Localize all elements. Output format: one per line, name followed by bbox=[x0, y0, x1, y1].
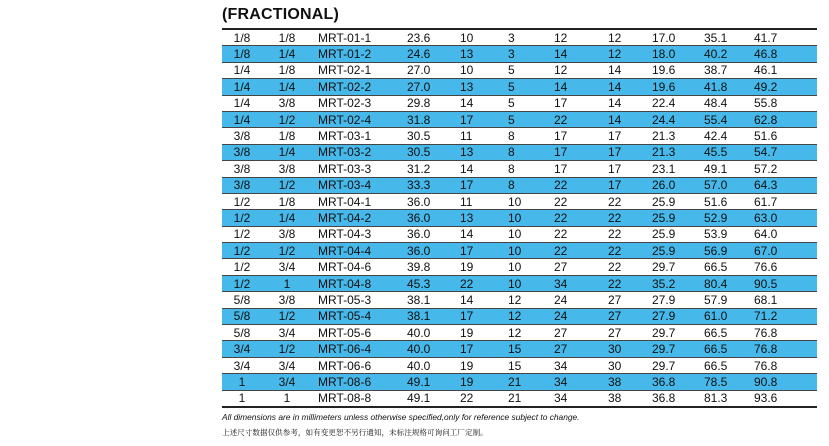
table-cell: 61.0 bbox=[704, 308, 754, 324]
table-cell: 8 bbox=[508, 144, 554, 160]
table-cell: 24.6 bbox=[407, 46, 460, 62]
table-cell: 68.1 bbox=[754, 292, 817, 308]
table-cell: 31.8 bbox=[407, 111, 460, 127]
table-cell: 3 bbox=[508, 46, 554, 62]
table-cell: 66.5 bbox=[704, 325, 754, 341]
table-cell: 29.7 bbox=[652, 341, 704, 357]
table-cell: 19 bbox=[460, 357, 508, 373]
table-cell: 21.3 bbox=[652, 144, 704, 160]
table-cell: 71.2 bbox=[754, 308, 817, 324]
table-cell: 38.7 bbox=[704, 62, 754, 78]
table-cell: 49.1 bbox=[407, 390, 460, 407]
table-cell: MRT-03-3 bbox=[312, 161, 407, 177]
table-row bbox=[222, 341, 817, 357]
table-cell: 14 bbox=[608, 79, 652, 95]
table-cell: 55.4 bbox=[704, 111, 754, 127]
table-cell: 17 bbox=[608, 177, 652, 193]
table-cell: 17.0 bbox=[652, 29, 704, 46]
table-row bbox=[222, 111, 817, 127]
table-row bbox=[222, 292, 817, 308]
table-cell: 38.1 bbox=[407, 308, 460, 324]
table-cell: 36.0 bbox=[407, 243, 460, 259]
table-cell: 25.9 bbox=[652, 210, 704, 226]
table-cell: 1/2 bbox=[222, 259, 262, 275]
table-cell: 17 bbox=[554, 95, 608, 111]
table-cell: 5/8 bbox=[222, 325, 262, 341]
table-row bbox=[222, 95, 817, 111]
table-cell: 22 bbox=[608, 226, 652, 242]
table-cell: 90.8 bbox=[754, 374, 817, 390]
table-row bbox=[222, 29, 817, 46]
table-cell: 36.8 bbox=[652, 390, 704, 407]
table-row bbox=[222, 128, 817, 144]
table-cell: 17 bbox=[608, 161, 652, 177]
table-cell: 11 bbox=[460, 193, 508, 209]
table-row bbox=[222, 374, 817, 390]
table-cell: 15 bbox=[508, 357, 554, 373]
table-cell: 3/8 bbox=[262, 161, 312, 177]
table-cell: 13 bbox=[460, 79, 508, 95]
table-cell: 17 bbox=[554, 161, 608, 177]
table-cell: 48.4 bbox=[704, 95, 754, 111]
table-cell: 8 bbox=[508, 177, 554, 193]
table-cell: 30 bbox=[608, 357, 652, 373]
table-cell: 14 bbox=[608, 111, 652, 127]
table-cell: 12 bbox=[508, 308, 554, 324]
table-row bbox=[222, 193, 817, 209]
table-cell: 22 bbox=[554, 243, 608, 259]
table-cell: 30 bbox=[608, 341, 652, 357]
table-cell: 1/2 bbox=[222, 193, 262, 209]
table-cell: 5/8 bbox=[222, 308, 262, 324]
table-cell: 12 bbox=[554, 62, 608, 78]
table-cell: 10 bbox=[460, 29, 508, 46]
table-cell: 10 bbox=[508, 275, 554, 291]
table-cell: 34 bbox=[554, 275, 608, 291]
table-cell: MRT-03-1 bbox=[312, 128, 407, 144]
table-cell: 23.1 bbox=[652, 161, 704, 177]
table-cell: 22 bbox=[460, 390, 508, 407]
table-cell: 35.2 bbox=[652, 275, 704, 291]
table-cell: 27 bbox=[554, 341, 608, 357]
table-cell: 25.9 bbox=[652, 193, 704, 209]
table-cell: 49.1 bbox=[704, 161, 754, 177]
table-cell: 24 bbox=[554, 308, 608, 324]
table-cell: 1/4 bbox=[262, 79, 312, 95]
table-cell: MRT-05-4 bbox=[312, 308, 407, 324]
table-cell: 19 bbox=[460, 374, 508, 390]
table-cell: 5 bbox=[508, 111, 554, 127]
table-cell: 10 bbox=[508, 210, 554, 226]
table-cell: 22.4 bbox=[652, 95, 704, 111]
table-cell: 10 bbox=[508, 193, 554, 209]
table-cell: 15 bbox=[508, 341, 554, 357]
table-cell: 3/8 bbox=[222, 161, 262, 177]
table-cell: 42.4 bbox=[704, 128, 754, 144]
table-cell: 46.1 bbox=[754, 62, 817, 78]
table-cell: 54.7 bbox=[754, 144, 817, 160]
table-cell: 1/2 bbox=[222, 275, 262, 291]
table-cell: 1/4 bbox=[262, 210, 312, 226]
table-cell: 22 bbox=[608, 275, 652, 291]
table-row bbox=[222, 259, 817, 275]
table-cell: 31.2 bbox=[407, 161, 460, 177]
table-cell: 3 bbox=[508, 29, 554, 46]
table-cell: MRT-08-6 bbox=[312, 374, 407, 390]
table-cell: 30.5 bbox=[407, 128, 460, 144]
table-cell: 76.8 bbox=[754, 341, 817, 357]
table-cell: 45.5 bbox=[704, 144, 754, 160]
table-cell: 1/4 bbox=[222, 95, 262, 111]
footnote-chinese: 上述尺寸数据仅供参考，如有变更恕不另行通知，未标注规格可询问工厂定制。 bbox=[222, 427, 488, 437]
table-cell: 22 bbox=[554, 226, 608, 242]
table-cell: MRT-03-4 bbox=[312, 177, 407, 193]
table-cell: 40.0 bbox=[407, 357, 460, 373]
table-cell: 17 bbox=[554, 128, 608, 144]
table-cell: 27.0 bbox=[407, 79, 460, 95]
table-cell: 1 bbox=[222, 374, 262, 390]
table-row bbox=[222, 325, 817, 341]
table-cell: 35.1 bbox=[704, 29, 754, 46]
table-cell: 8 bbox=[508, 128, 554, 144]
table-cell: 51.6 bbox=[754, 128, 817, 144]
table-cell: 51.6 bbox=[704, 193, 754, 209]
table-cell: 66.5 bbox=[704, 341, 754, 357]
table-cell: 66.5 bbox=[704, 259, 754, 275]
table-row bbox=[222, 308, 817, 324]
table-cell: 1/2 bbox=[262, 341, 312, 357]
table-cell: 27 bbox=[608, 292, 652, 308]
table-cell: 3/8 bbox=[222, 128, 262, 144]
table-cell: 3/8 bbox=[222, 144, 262, 160]
table-cell: 24.4 bbox=[652, 111, 704, 127]
footnote-english: All dimensions are in millimeters unless otherwise specified,only for reference subject to change. bbox=[222, 411, 580, 422]
table-cell: 10 bbox=[508, 259, 554, 275]
table-cell: 34 bbox=[554, 374, 608, 390]
table-title: (FRACTIONAL) bbox=[222, 6, 340, 23]
table-cell: 38.1 bbox=[407, 292, 460, 308]
table-cell: 3/4 bbox=[222, 341, 262, 357]
table-cell: 17 bbox=[460, 341, 508, 357]
table-cell: 27 bbox=[554, 325, 608, 341]
table-row bbox=[222, 144, 817, 160]
table-cell: 64.0 bbox=[754, 226, 817, 242]
table-row bbox=[222, 226, 817, 242]
table-cell: 12 bbox=[608, 46, 652, 62]
table-cell: 36.8 bbox=[652, 374, 704, 390]
table-cell: 27 bbox=[608, 308, 652, 324]
table-cell: 1/4 bbox=[262, 46, 312, 62]
table-cell: 1/2 bbox=[222, 243, 262, 259]
table-cell: 3/8 bbox=[262, 95, 312, 111]
table-row bbox=[222, 390, 817, 407]
table-row bbox=[222, 62, 817, 78]
table-cell: 5 bbox=[508, 62, 554, 78]
table-cell: 14 bbox=[460, 226, 508, 242]
table-cell: 1/8 bbox=[262, 29, 312, 46]
table-cell: 14 bbox=[460, 95, 508, 111]
table-cell: 25.9 bbox=[652, 243, 704, 259]
table-cell: 57.0 bbox=[704, 177, 754, 193]
table-row bbox=[222, 210, 817, 226]
table-cell: 1/2 bbox=[262, 308, 312, 324]
table-cell: 17 bbox=[460, 243, 508, 259]
table-cell: 12 bbox=[554, 29, 608, 46]
table-cell: 1/8 bbox=[222, 29, 262, 46]
table-cell: MRT-02-1 bbox=[312, 62, 407, 78]
table-cell: MRT-04-8 bbox=[312, 275, 407, 291]
table-cell: 13 bbox=[460, 210, 508, 226]
table-cell: 1/2 bbox=[262, 243, 312, 259]
table-cell: 1 bbox=[262, 390, 312, 407]
table-cell: 81.3 bbox=[704, 390, 754, 407]
table-cell: 29.7 bbox=[652, 325, 704, 341]
table-cell: 5 bbox=[508, 79, 554, 95]
table-row bbox=[222, 46, 817, 62]
table-cell: 27.0 bbox=[407, 62, 460, 78]
table-cell: 14 bbox=[608, 62, 652, 78]
table-cell: 14 bbox=[608, 95, 652, 111]
table-cell: 40.2 bbox=[704, 46, 754, 62]
table-cell: 38 bbox=[608, 390, 652, 407]
table-cell: 52.9 bbox=[704, 210, 754, 226]
table-cell: 64.3 bbox=[754, 177, 817, 193]
table-cell: 23.6 bbox=[407, 29, 460, 46]
table-cell: 22 bbox=[608, 193, 652, 209]
table-cell: 22 bbox=[554, 111, 608, 127]
table-cell: 29.7 bbox=[652, 259, 704, 275]
table-cell: 24 bbox=[554, 292, 608, 308]
table-cell: 56.9 bbox=[704, 243, 754, 259]
table-cell: 12 bbox=[508, 325, 554, 341]
table-cell: 13 bbox=[460, 144, 508, 160]
table-cell: 57.2 bbox=[754, 161, 817, 177]
table-cell: 76.8 bbox=[754, 325, 817, 341]
table-cell: 22 bbox=[554, 177, 608, 193]
table-cell: 1/2 bbox=[222, 226, 262, 242]
table-cell: 17 bbox=[460, 111, 508, 127]
table-cell: 45.3 bbox=[407, 275, 460, 291]
table-cell: 80.4 bbox=[704, 275, 754, 291]
table-cell: 22 bbox=[554, 193, 608, 209]
table-cell: 1/4 bbox=[222, 62, 262, 78]
table-cell: 3/8 bbox=[222, 177, 262, 193]
table-cell: 14 bbox=[460, 292, 508, 308]
table-cell: MRT-06-6 bbox=[312, 357, 407, 373]
spec-sheet bbox=[222, 0, 817, 438]
table-row bbox=[222, 177, 817, 193]
table-cell: MRT-01-2 bbox=[312, 46, 407, 62]
table-cell: 17 bbox=[554, 144, 608, 160]
table-cell: 36.0 bbox=[407, 193, 460, 209]
table-cell: 3/8 bbox=[262, 226, 312, 242]
table-cell: 41.8 bbox=[704, 79, 754, 95]
table-cell: 36.0 bbox=[407, 210, 460, 226]
table-cell: 1/2 bbox=[222, 210, 262, 226]
table-cell: 12 bbox=[608, 29, 652, 46]
table-cell: MRT-05-3 bbox=[312, 292, 407, 308]
table-cell: 18.0 bbox=[652, 46, 704, 62]
table-cell: 21.3 bbox=[652, 128, 704, 144]
table-row bbox=[222, 357, 817, 373]
table-cell: 1/8 bbox=[262, 62, 312, 78]
table-cell: 63.0 bbox=[754, 210, 817, 226]
table-cell: 22 bbox=[608, 259, 652, 275]
table-cell: 19 bbox=[460, 259, 508, 275]
table-cell: 78.5 bbox=[704, 374, 754, 390]
table-cell: 61.7 bbox=[754, 193, 817, 209]
table-cell: 30.5 bbox=[407, 144, 460, 160]
table-cell: 27 bbox=[554, 259, 608, 275]
table-cell: 21 bbox=[508, 374, 554, 390]
table-cell: 1/4 bbox=[222, 79, 262, 95]
table-cell: MRT-06-4 bbox=[312, 341, 407, 357]
table-cell: 3/4 bbox=[262, 357, 312, 373]
table-cell: 93.6 bbox=[754, 390, 817, 407]
table-cell: 1/4 bbox=[262, 144, 312, 160]
table-cell: 90.5 bbox=[754, 275, 817, 291]
table-row bbox=[222, 161, 817, 177]
table-row bbox=[222, 243, 817, 259]
table-cell: 3/4 bbox=[262, 259, 312, 275]
table-cell: 76.6 bbox=[754, 259, 817, 275]
table-cell: 40.0 bbox=[407, 325, 460, 341]
table-cell: MRT-04-1 bbox=[312, 193, 407, 209]
table-cell: MRT-05-6 bbox=[312, 325, 407, 341]
table-cell: 41.7 bbox=[754, 29, 817, 46]
table-cell: 1/8 bbox=[262, 193, 312, 209]
table-cell: 40.0 bbox=[407, 341, 460, 357]
table-cell: 53.9 bbox=[704, 226, 754, 242]
table-cell: 1/8 bbox=[222, 46, 262, 62]
table-cell: 66.5 bbox=[704, 357, 754, 373]
table-cell: 19 bbox=[460, 325, 508, 341]
table-cell: 5 bbox=[508, 95, 554, 111]
dimension-table bbox=[222, 28, 817, 408]
table-cell: 10 bbox=[508, 226, 554, 242]
table-cell: 26.0 bbox=[652, 177, 704, 193]
table-cell: 22 bbox=[554, 210, 608, 226]
table-cell: 49.1 bbox=[407, 374, 460, 390]
table-cell: MRT-08-8 bbox=[312, 390, 407, 407]
table-cell: 1/8 bbox=[262, 128, 312, 144]
table-cell: 11 bbox=[460, 128, 508, 144]
table-cell: MRT-01-1 bbox=[312, 29, 407, 46]
table-cell: 76.8 bbox=[754, 357, 817, 373]
table-row bbox=[222, 275, 817, 291]
table-cell: MRT-04-3 bbox=[312, 226, 407, 242]
table-cell: 8 bbox=[508, 161, 554, 177]
table-cell: 10 bbox=[508, 243, 554, 259]
table-cell: 39.8 bbox=[407, 259, 460, 275]
table-cell: MRT-03-2 bbox=[312, 144, 407, 160]
table-cell: 3/4 bbox=[262, 374, 312, 390]
table-cell: 3/4 bbox=[262, 325, 312, 341]
table-cell: 1 bbox=[222, 390, 262, 407]
table-cell: 62.8 bbox=[754, 111, 817, 127]
table-cell: 3/8 bbox=[262, 292, 312, 308]
table-cell: 1/2 bbox=[262, 177, 312, 193]
table-cell: 1/2 bbox=[262, 111, 312, 127]
table-cell: 34 bbox=[554, 357, 608, 373]
table-cell: 17 bbox=[608, 128, 652, 144]
table-cell: 34 bbox=[554, 390, 608, 407]
table-cell: 13 bbox=[460, 46, 508, 62]
table-cell: 27 bbox=[608, 325, 652, 341]
table-cell: MRT-04-2 bbox=[312, 210, 407, 226]
table-cell: 5/8 bbox=[222, 292, 262, 308]
table-cell: 29.8 bbox=[407, 95, 460, 111]
table-cell: 36.0 bbox=[407, 226, 460, 242]
table-cell: MRT-04-4 bbox=[312, 243, 407, 259]
table-cell: 14 bbox=[554, 79, 608, 95]
table-cell: 22 bbox=[608, 243, 652, 259]
table-cell: 29.7 bbox=[652, 357, 704, 373]
table-cell: MRT-02-2 bbox=[312, 79, 407, 95]
table-cell: MRT-02-4 bbox=[312, 111, 407, 127]
table-cell: 14 bbox=[460, 161, 508, 177]
table-cell: 67.0 bbox=[754, 243, 817, 259]
table-cell: 1/4 bbox=[222, 111, 262, 127]
table-cell: 38 bbox=[608, 374, 652, 390]
table-cell: 17 bbox=[460, 308, 508, 324]
table-cell: MRT-02-3 bbox=[312, 95, 407, 111]
table-cell: 57.9 bbox=[704, 292, 754, 308]
table-cell: 14 bbox=[554, 46, 608, 62]
table-cell: 17 bbox=[608, 144, 652, 160]
table-cell: 22 bbox=[608, 210, 652, 226]
table-cell: 49.2 bbox=[754, 79, 817, 95]
table-cell: 27.9 bbox=[652, 308, 704, 324]
table-cell: 19.6 bbox=[652, 62, 704, 78]
table-cell: MRT-04-6 bbox=[312, 259, 407, 275]
table-cell: 1 bbox=[262, 275, 312, 291]
table-cell: 55.8 bbox=[754, 95, 817, 111]
table-cell: 3/4 bbox=[222, 357, 262, 373]
table-cell: 33.3 bbox=[407, 177, 460, 193]
table-cell: 17 bbox=[460, 177, 508, 193]
table-cell: 46.8 bbox=[754, 46, 817, 62]
table-cell: 10 bbox=[460, 62, 508, 78]
table-cell: 22 bbox=[460, 275, 508, 291]
table-cell: 25.9 bbox=[652, 226, 704, 242]
table-cell: 27.9 bbox=[652, 292, 704, 308]
table-row bbox=[222, 79, 817, 95]
table-cell: 19.6 bbox=[652, 79, 704, 95]
table-cell: 12 bbox=[508, 292, 554, 308]
table-cell: 21 bbox=[508, 390, 554, 407]
